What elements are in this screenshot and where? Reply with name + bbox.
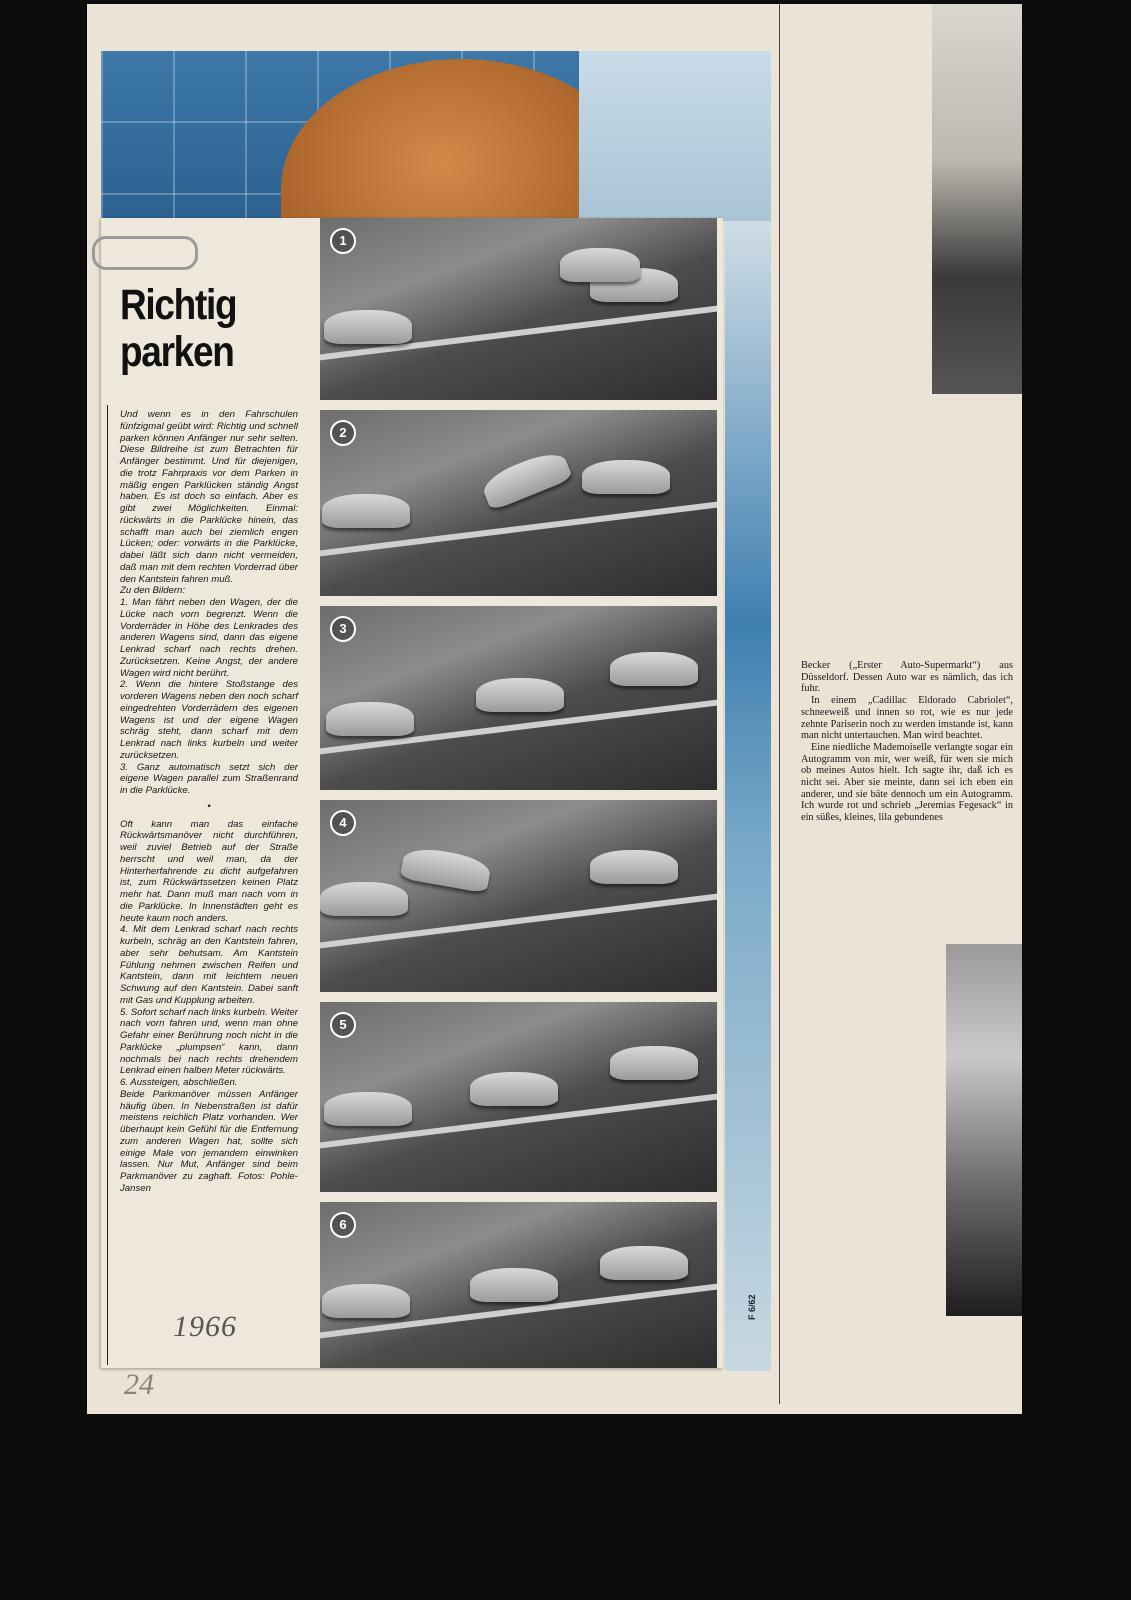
parking-photo-3 xyxy=(320,606,717,790)
frame-number: 5 xyxy=(330,1012,356,1038)
body-paragraph: 6. Aussteigen, abschließen. xyxy=(120,1077,238,1088)
right-photo-top xyxy=(932,4,1022,394)
paragraph-separator: • xyxy=(207,800,211,812)
right-photo-bottom xyxy=(946,944,1022,1316)
body-paragraph: 5. Sofort scharf nach links kurbeln. Weiter nach vorn fahren und, wenn man ohne Gefahr einer Berührung noch nicht in die Parklücke „plumpsen“ kann, dann nochmals bei nach rechts drehendem Lenkrad einen halben Meter rückwärts. xyxy=(120,1006,298,1077)
right-paragraph: In einem „Cadillac Eldorado Cabriolet“, schneeweiß und innen so rot, wie es nur jede zehnte Pariserin noch zu werden imstande ist, kann man nicht untertauchen. Man wird beachtet. xyxy=(801,695,1013,742)
frame-number: 3 xyxy=(330,616,356,642)
handwritten-page-number: 24 xyxy=(124,1368,154,1401)
blouse-photo-detail xyxy=(579,51,771,221)
issue-code: F 6/62 xyxy=(747,1294,757,1320)
body-paragraph: 2. Wenn die hintere Stoßstange des vorderen Wagens neben den noch scharf eingedrehten Vorderrädern des eigenen Wagens ist und der eigene Wagen schräg steht, dann scharf mit dem Lenkrad nach links kurbeln und weiter zurücksetzen. xyxy=(120,679,298,761)
frame-number: 4 xyxy=(330,810,356,836)
background-photo-strip xyxy=(725,221,771,1371)
parking-photo-5 xyxy=(320,1002,717,1192)
body-paragraph: 1. Man fährt neben den Wagen, der die Lücke nach vorn begrenzt. Wenn die Vorderräder in Höhe des Lenkrades des anderen Wagens sind, dann das eigene Lenkrad scharf nach rechts drehen. Zurücksetzen. Keine Angst, der andere Wagen wird nicht berührt. xyxy=(120,597,298,679)
right-column-text xyxy=(801,660,1013,824)
body-paragraph: Und wenn es in den Fahrschulen fünfzigmal geübt wird: Richtig und schnell parken können Anfänger nur sehr selten. Diese Bildreihe ist zum Betrachten für Anfänger bestimmt. Und für diejenigen, die trotz Fahrpraxis vor dem Parken in mäßig engen Parklücken ständig Angst haben. Es ist doch so einfach. Aber es gibt zwei Möglichkeiten. Einmal: rückwärts in die Parklücke hinein, das schafft man auch bei ziemlich engen Lücken; oder: vorwärts in die Parklücke, dabei läßt sich dann nicht vermeiden, daß man mit dem rechten Vorderrad über den Kantstein fahren muß. xyxy=(120,409,298,585)
frame-number: 6 xyxy=(330,1212,356,1238)
headline-line: parken xyxy=(120,328,234,376)
paperclip-icon xyxy=(92,236,198,270)
right-paragraph: Becker („Erster Auto-Supermarkt“) aus Düsseldorf. Dessen Auto war es nämlich, das ich fuhr. xyxy=(801,660,1013,695)
text-column-rule xyxy=(107,405,108,1365)
body-paragraph: Zu den Bildern: xyxy=(120,585,186,597)
handwritten-year: 1966 xyxy=(173,1310,237,1343)
parking-photo-2 xyxy=(320,410,717,596)
parking-photo-6 xyxy=(320,1202,717,1368)
parking-photo-1 xyxy=(320,218,717,400)
top-photo xyxy=(101,51,771,221)
body-paragraph: Oft kann man das einfache Rückwärtsmanöver nicht durchführen, weil zuviel Betrieb auf der Straße herrscht und weil man, da der Hinterherfahrende zu dicht aufgefahren ist, zum Rückwärtssetzen keinen Platz mehr hat. Dann muß man nach vorn in die Parklücke. In Innenstädten geht es heute kaum noch anders. xyxy=(120,818,298,924)
article-body xyxy=(120,409,298,1195)
right-paragraph: Eine niedliche Mademoiselle verlangte sogar ein Autogramm von mir, wer weiß, für wen sie mich ob meines Autos hielt. Ich sagte ihr, daß ich es nicht sei. Aber sie meinte, dann sei ich eben ein anderer, und sie bäte dennoch um ein Autogramm. Ich wurde rot und schrieb „Jeremias Fegesack“ in ein süßes, kleines, lila gebundenes xyxy=(801,741,1013,824)
body-paragraph: Beide Parkmanöver müssen Anfänger häufig üben. In Nebenstraßen ist dafür meistens reichlich Platz vorhanden. Wer überhaupt kein Gefühl für die Entfernung zum anderen Wagen hat, sollte sich einige Male von jemandem einwinken lassen. Nur Mut, Anfänger sind beim Parkmanöver zu zaghaft. Fotos: Pohle-Jansen xyxy=(120,1088,298,1194)
body-paragraph: 3. Ganz automatisch setzt sich der eigene Wagen parallel zum Straßenrand in die Parklücke. xyxy=(120,761,298,796)
parking-photo-4 xyxy=(320,800,717,992)
frame-number: 2 xyxy=(330,420,356,446)
headline-line: Richtig xyxy=(120,281,237,329)
column-divider xyxy=(779,4,780,1404)
frame-number: 1 xyxy=(330,228,356,254)
article-headline xyxy=(120,282,275,376)
body-paragraph: 4. Mit dem Lenkrad scharf nach rechts kurbeln, schräg an den Kantstein fahren, aber sehr behutsam. Am Kantstein Fühlung nehmen zwischen Reifen und Kantstein, dann mit leichtem neuen Schwung auf den Kantstein. Dabei sanft mit Gas und Kupplung arbeiten. xyxy=(120,924,298,1006)
